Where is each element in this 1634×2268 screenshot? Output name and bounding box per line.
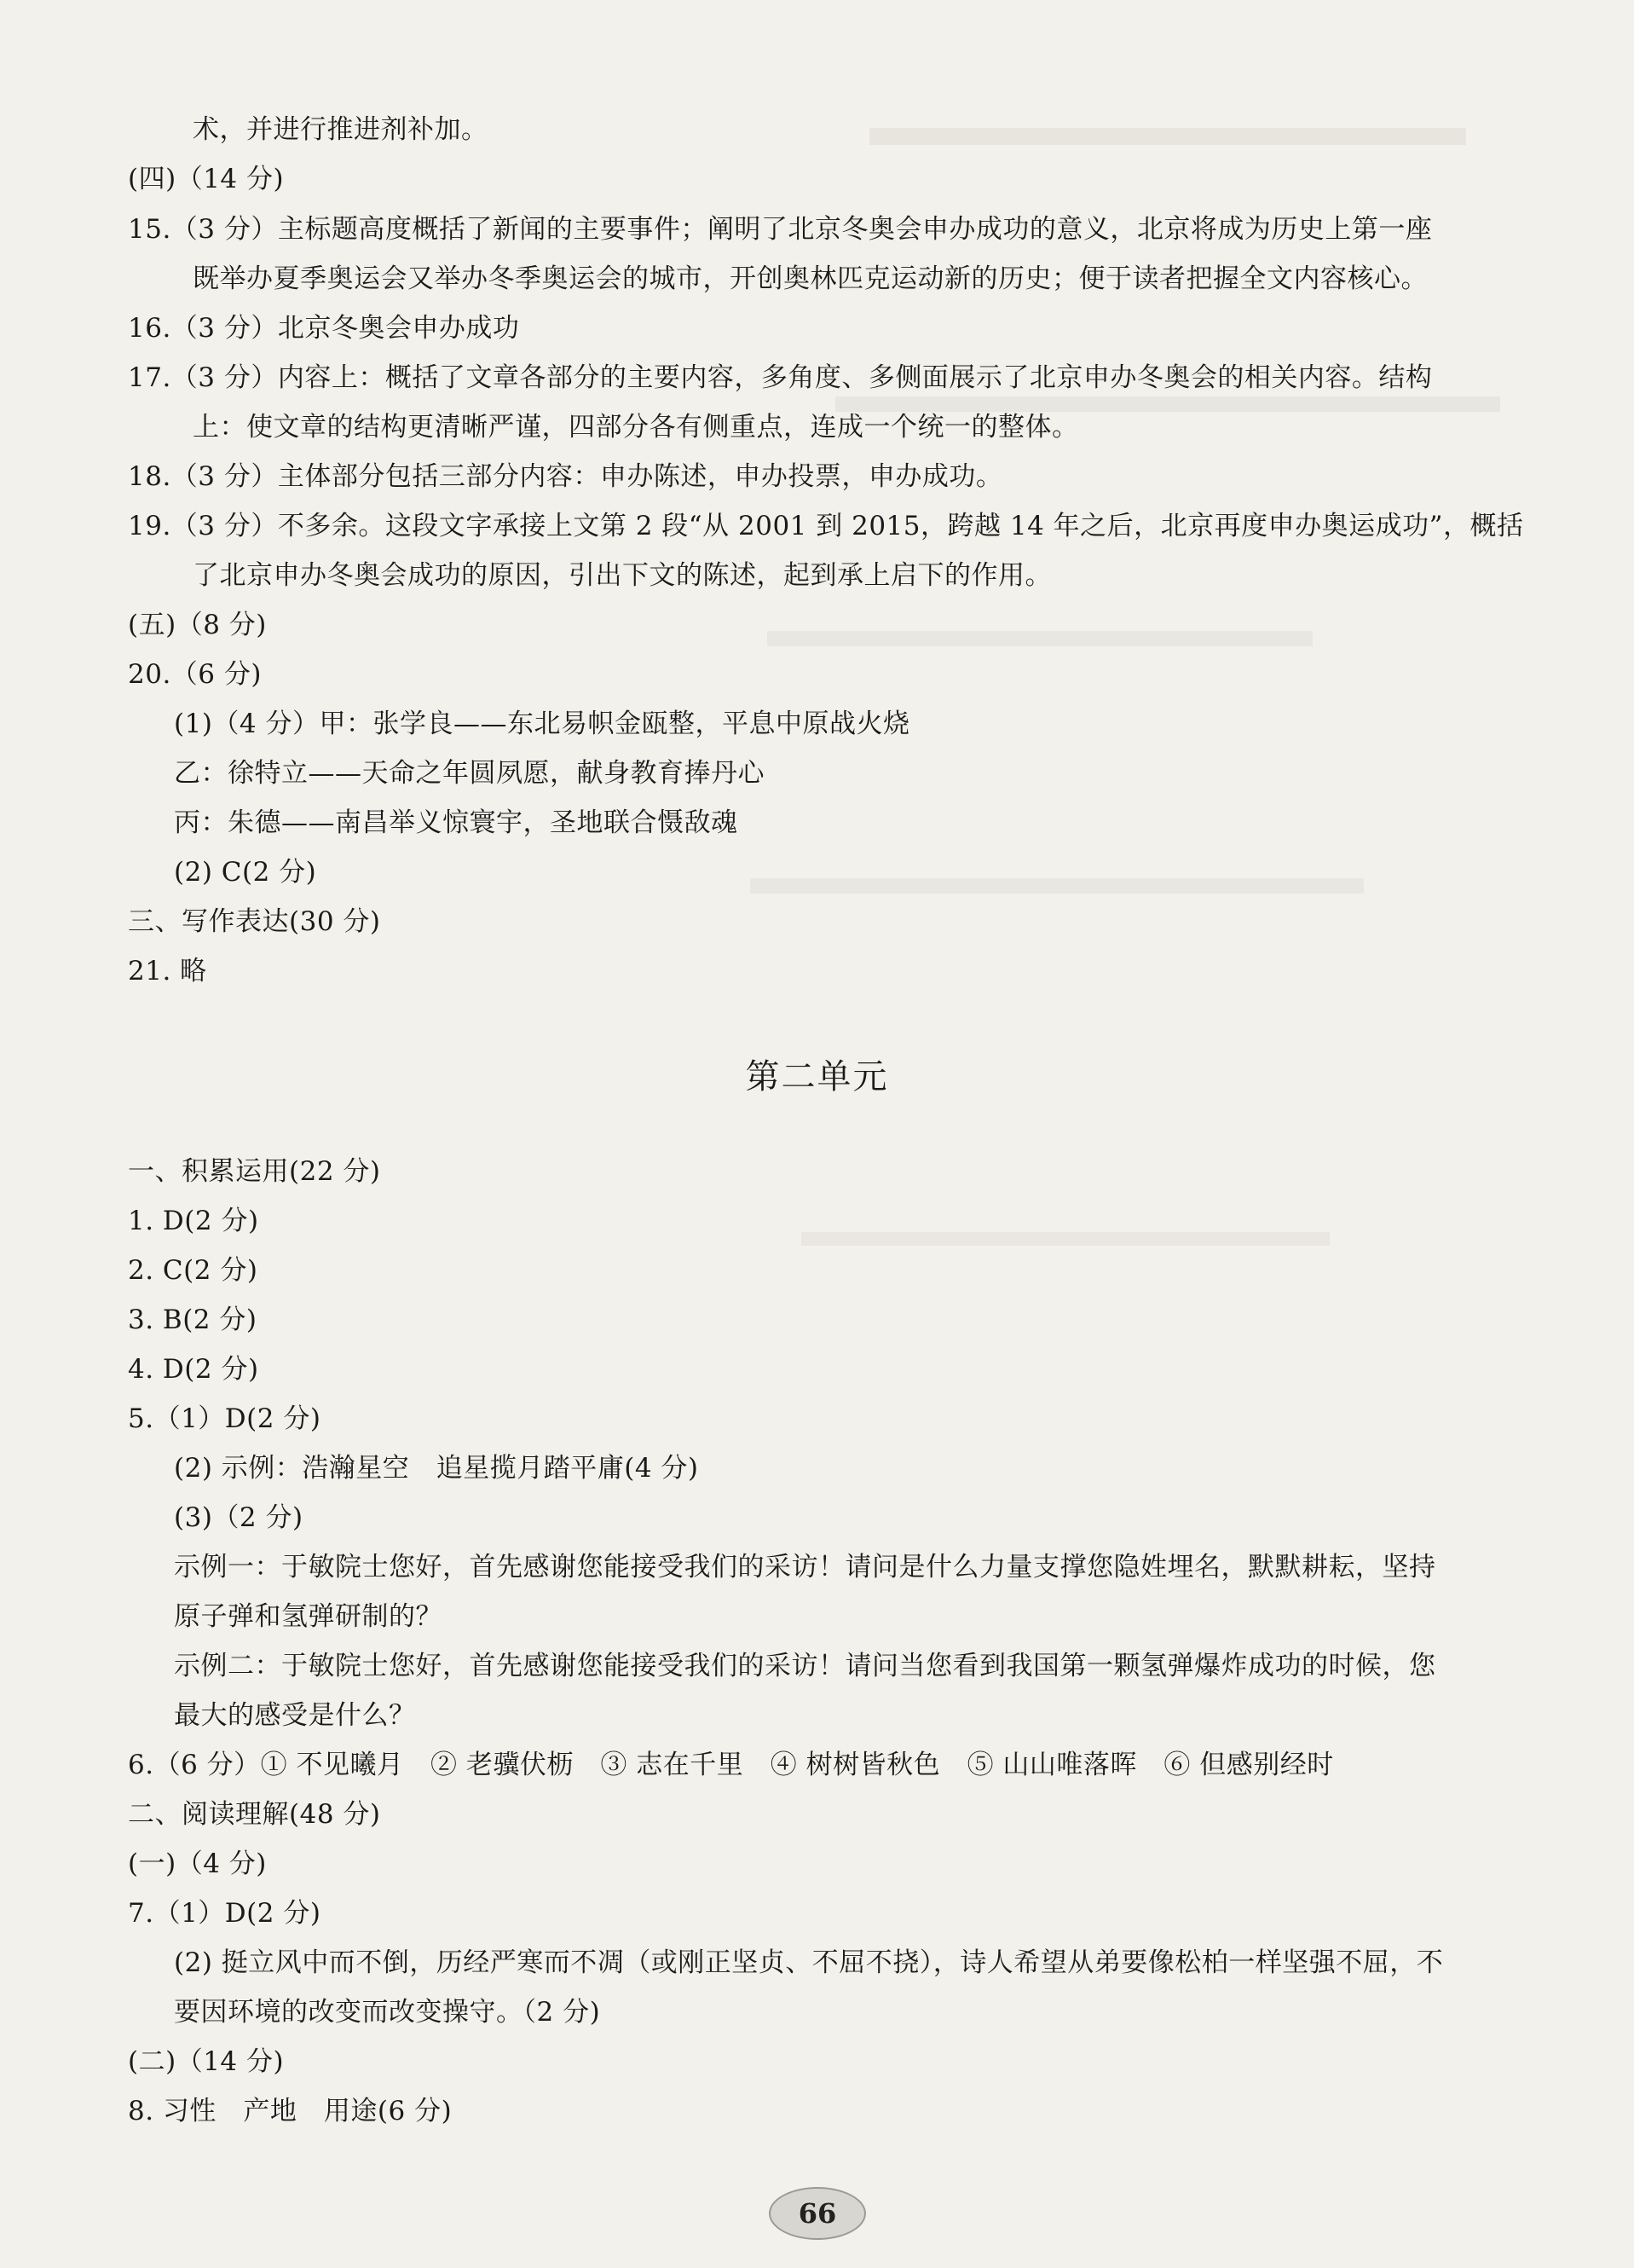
answer-line: 原子弹和氢弹研制的？ (174, 1601, 442, 1632)
answer-line: 最大的感受是什么？ (174, 1700, 416, 1731)
page-number: 66 (769, 2187, 866, 2240)
bleed-through-decoration (869, 128, 1466, 145)
answer-line: 要因环境的改变而改变操守。（2 分) (174, 1997, 601, 2028)
answer-line: 上：使文章的结构更清晰严谨，四部分各有侧重点，连成一个统一的整体。 (193, 412, 1079, 443)
answer-line: 5.（1）D(2 分) (128, 1403, 321, 1434)
answer-line: 了北京申办冬奥会成功的原因，引出下文的陈述，起到承上启下的作用。 (193, 560, 1052, 591)
answer-line: 15.（3 分）主标题高度概括了新闻的主要事件；阐明了北京冬奥会申办成功的意义，北京将成为历史上第一座 (128, 214, 1433, 245)
unit-heading: 第二单元 (745, 1057, 889, 1096)
answer-line: 1. D(2 分) (128, 1206, 259, 1236)
answer-line: (2) C(2 分) (174, 857, 317, 888)
answer-line: (2) 示例：浩瀚星空 追星揽月踏平庸(4 分) (174, 1453, 699, 1484)
answer-line: (2) 挺立风中而不倒，历经严寒而不凋（或刚正坚贞、不屈不挠），诗人希望从弟要像松柏一样坚强不屈，不 (174, 1947, 1444, 1978)
bleed-through-decoration (801, 1232, 1330, 1246)
section-heading: (二)（14 分) (128, 2046, 285, 2077)
answer-line: 16.（3 分）北京冬奥会申办成功 (128, 313, 520, 344)
answer-line: 术，并进行推进剂补加。 (193, 114, 488, 145)
answer-line: 丙：朱德——南昌举义惊寰宇，圣地联合慑敌魂 (174, 807, 738, 838)
answer-line: 18.（3 分）主体部分包括三部分内容：申办陈述，申办投票，申办成功。 (128, 461, 1003, 492)
answer-line: 既举办夏季奥运会又举办冬季奥运会的城市，开创奥林匹克运动新的历史；便于读者把握全文内容核心。 (193, 263, 1428, 294)
section-heading: 一、积累运用(22 分) (128, 1156, 381, 1187)
answer-line: 7.（1）D(2 分) (128, 1898, 321, 1929)
answer-line: (1)（4 分）甲：张学良——东北易帜金瓯整，平息中原战火烧 (174, 709, 910, 739)
section-heading: 二、阅读理解(48 分) (128, 1799, 381, 1830)
answer-line: 乙：徐特立——天命之年圆夙愿，献身教育捧丹心 (174, 758, 765, 789)
section-heading: (一)（4 分) (128, 1849, 267, 1879)
answer-line: 4. D(2 分) (128, 1354, 259, 1385)
answer-line: 2. C(2 分) (128, 1255, 258, 1286)
section-heading: (四)（14 分) (128, 164, 285, 194)
answer-line: 示例二：于敏院士您好，首先感谢您能接受我们的采访！请问当您看到我国第一颗氢弹爆炸成功的时候，您 (174, 1651, 1436, 1681)
section-heading: 三、写作表达(30 分) (128, 906, 381, 937)
bleed-through-decoration (750, 878, 1364, 894)
section-heading: (五)（8 分) (128, 610, 267, 640)
answer-line: 3. B(2 分) (128, 1305, 257, 1335)
answer-line: 17.（3 分）内容上：概括了文章各部分的主要内容，多角度、多侧面展示了北京申办冬奥会的相关内容。结构 (128, 362, 1433, 393)
answer-line: 20.（6 分) (128, 659, 262, 690)
answer-line: 6.（6 分）① 不见曦月 ② 老骥伏枥 ③ 志在千里 ④ 树树皆秋色 ⑤ 山山唯落晖 ⑥ 但感别经时 (128, 1750, 1334, 1780)
answer-line: 19.（3 分）不多余。这段文字承接上文第 2 段“从 2001 到 2015，跨越 14 年之后，北京再度申办奥运成功”，概括 (128, 511, 1524, 541)
answer-line: 21. 略 (128, 956, 207, 986)
answer-line: 8. 习性 产地 用途(6 分) (128, 2096, 453, 2126)
bleed-through-decoration (767, 631, 1313, 646)
answer-line: (3)（2 分) (174, 1502, 303, 1533)
answer-line: 示例一：于敏院士您好，首先感谢您能接受我们的采访！请问是什么力量支撑您隐姓埋名，默默耕耘，坚持 (174, 1552, 1436, 1582)
